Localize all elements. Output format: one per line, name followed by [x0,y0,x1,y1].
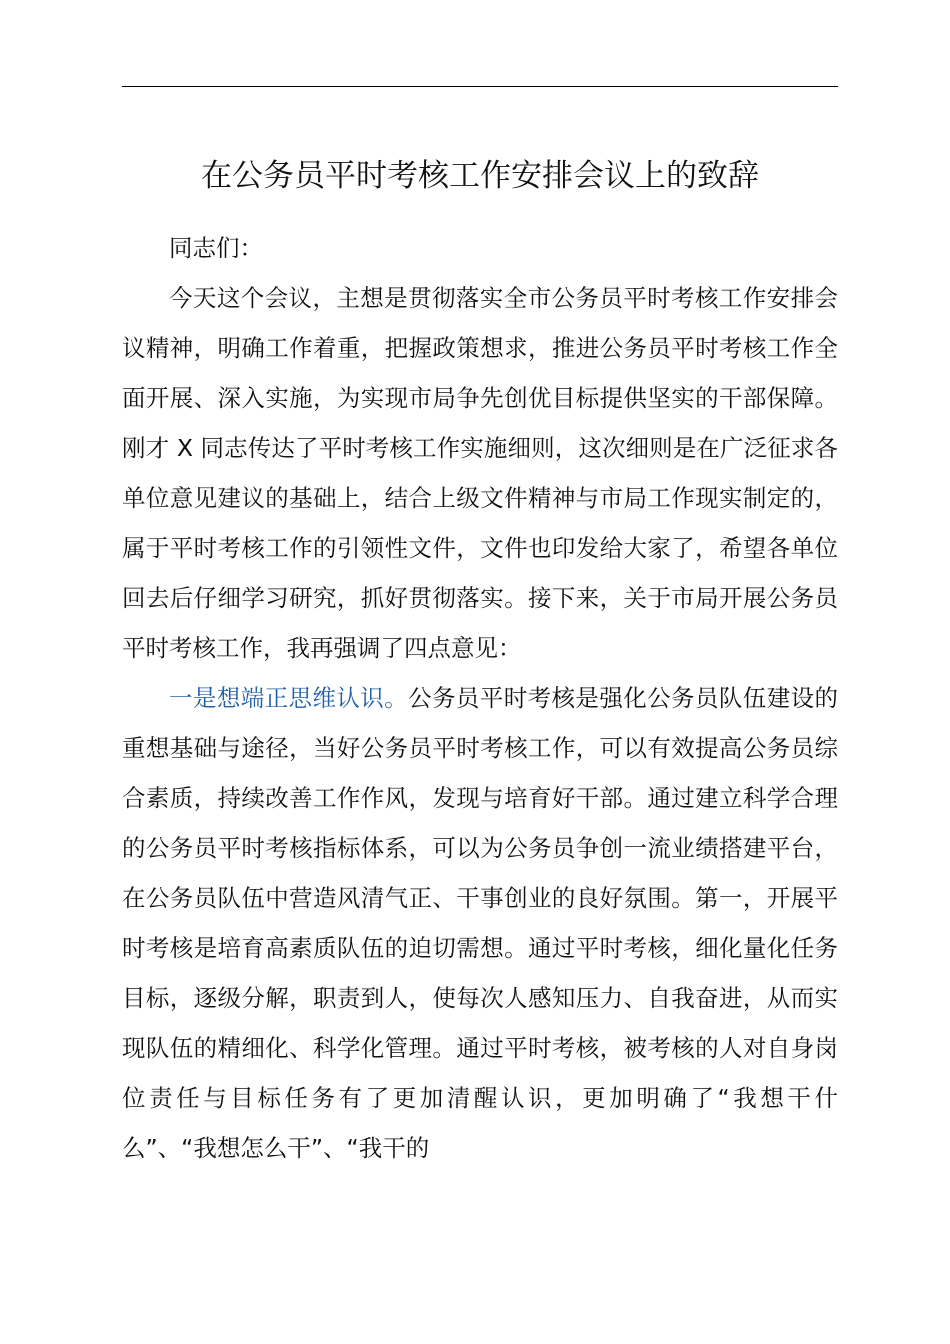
paragraph-intro-text: 今天这个会议，主想是贯彻落实全市公务员平时考核工作安排会议精神，明确工作着重，把握政策想求，推进公务员平时考核工作全面开展、深入实施，为实现市局争先创优目标提供坚实的干部保障。刚才 X 同志传达了平时考核工作实施细则，这次细则是在广泛征求各单位意见建议的基础上，结合上级文件精神与市局工作现实制定的，属于平时考核工作的引领性文件，文件也印发给大家了，希望各单位回去后仔细学习研究，抓好贯彻落实。接下来，关于市局开展公务员平时考核工作，我再强调了四点意见： [122,284,838,662]
header-rule [122,86,838,87]
paragraph-intro [122,273,838,673]
point-one-text: 公务员平时考核是强化公务员队伍建设的重想基础与途径，当好公务员平时考核工作，可以有效提高公务员综合素质，持续改善工作作风，发现与培育好干部。通过建立科学合理的公务员平时考核指标体系，可以为公务员争创一流业绩搭建平台，在公务员队伍中营造风清气正、干事创业的良好氛围。第一，开展平时考核是培育高素质队伍的迫切需想。通过平时考核，细化量化任务目标，逐级分解，职责到人，使每次人感知压力、自我奋进，从而实现队伍的精细化、科学化管理。通过平时考核，被考核的人对自身岗位责任与目标任务有了更加清醒认识，更加明确了“我想干什么”、“我想怎么干”、“我干的 [122,684,839,1162]
document-title: 在公务员平时考核工作安排会议上的致辞 [201,158,759,194]
paragraph-point-one [122,673,838,1173]
salutation: 同志们： [169,234,263,262]
point-one-heading: 一是想端正思维认识。 [169,684,409,712]
document-body [122,223,838,1173]
